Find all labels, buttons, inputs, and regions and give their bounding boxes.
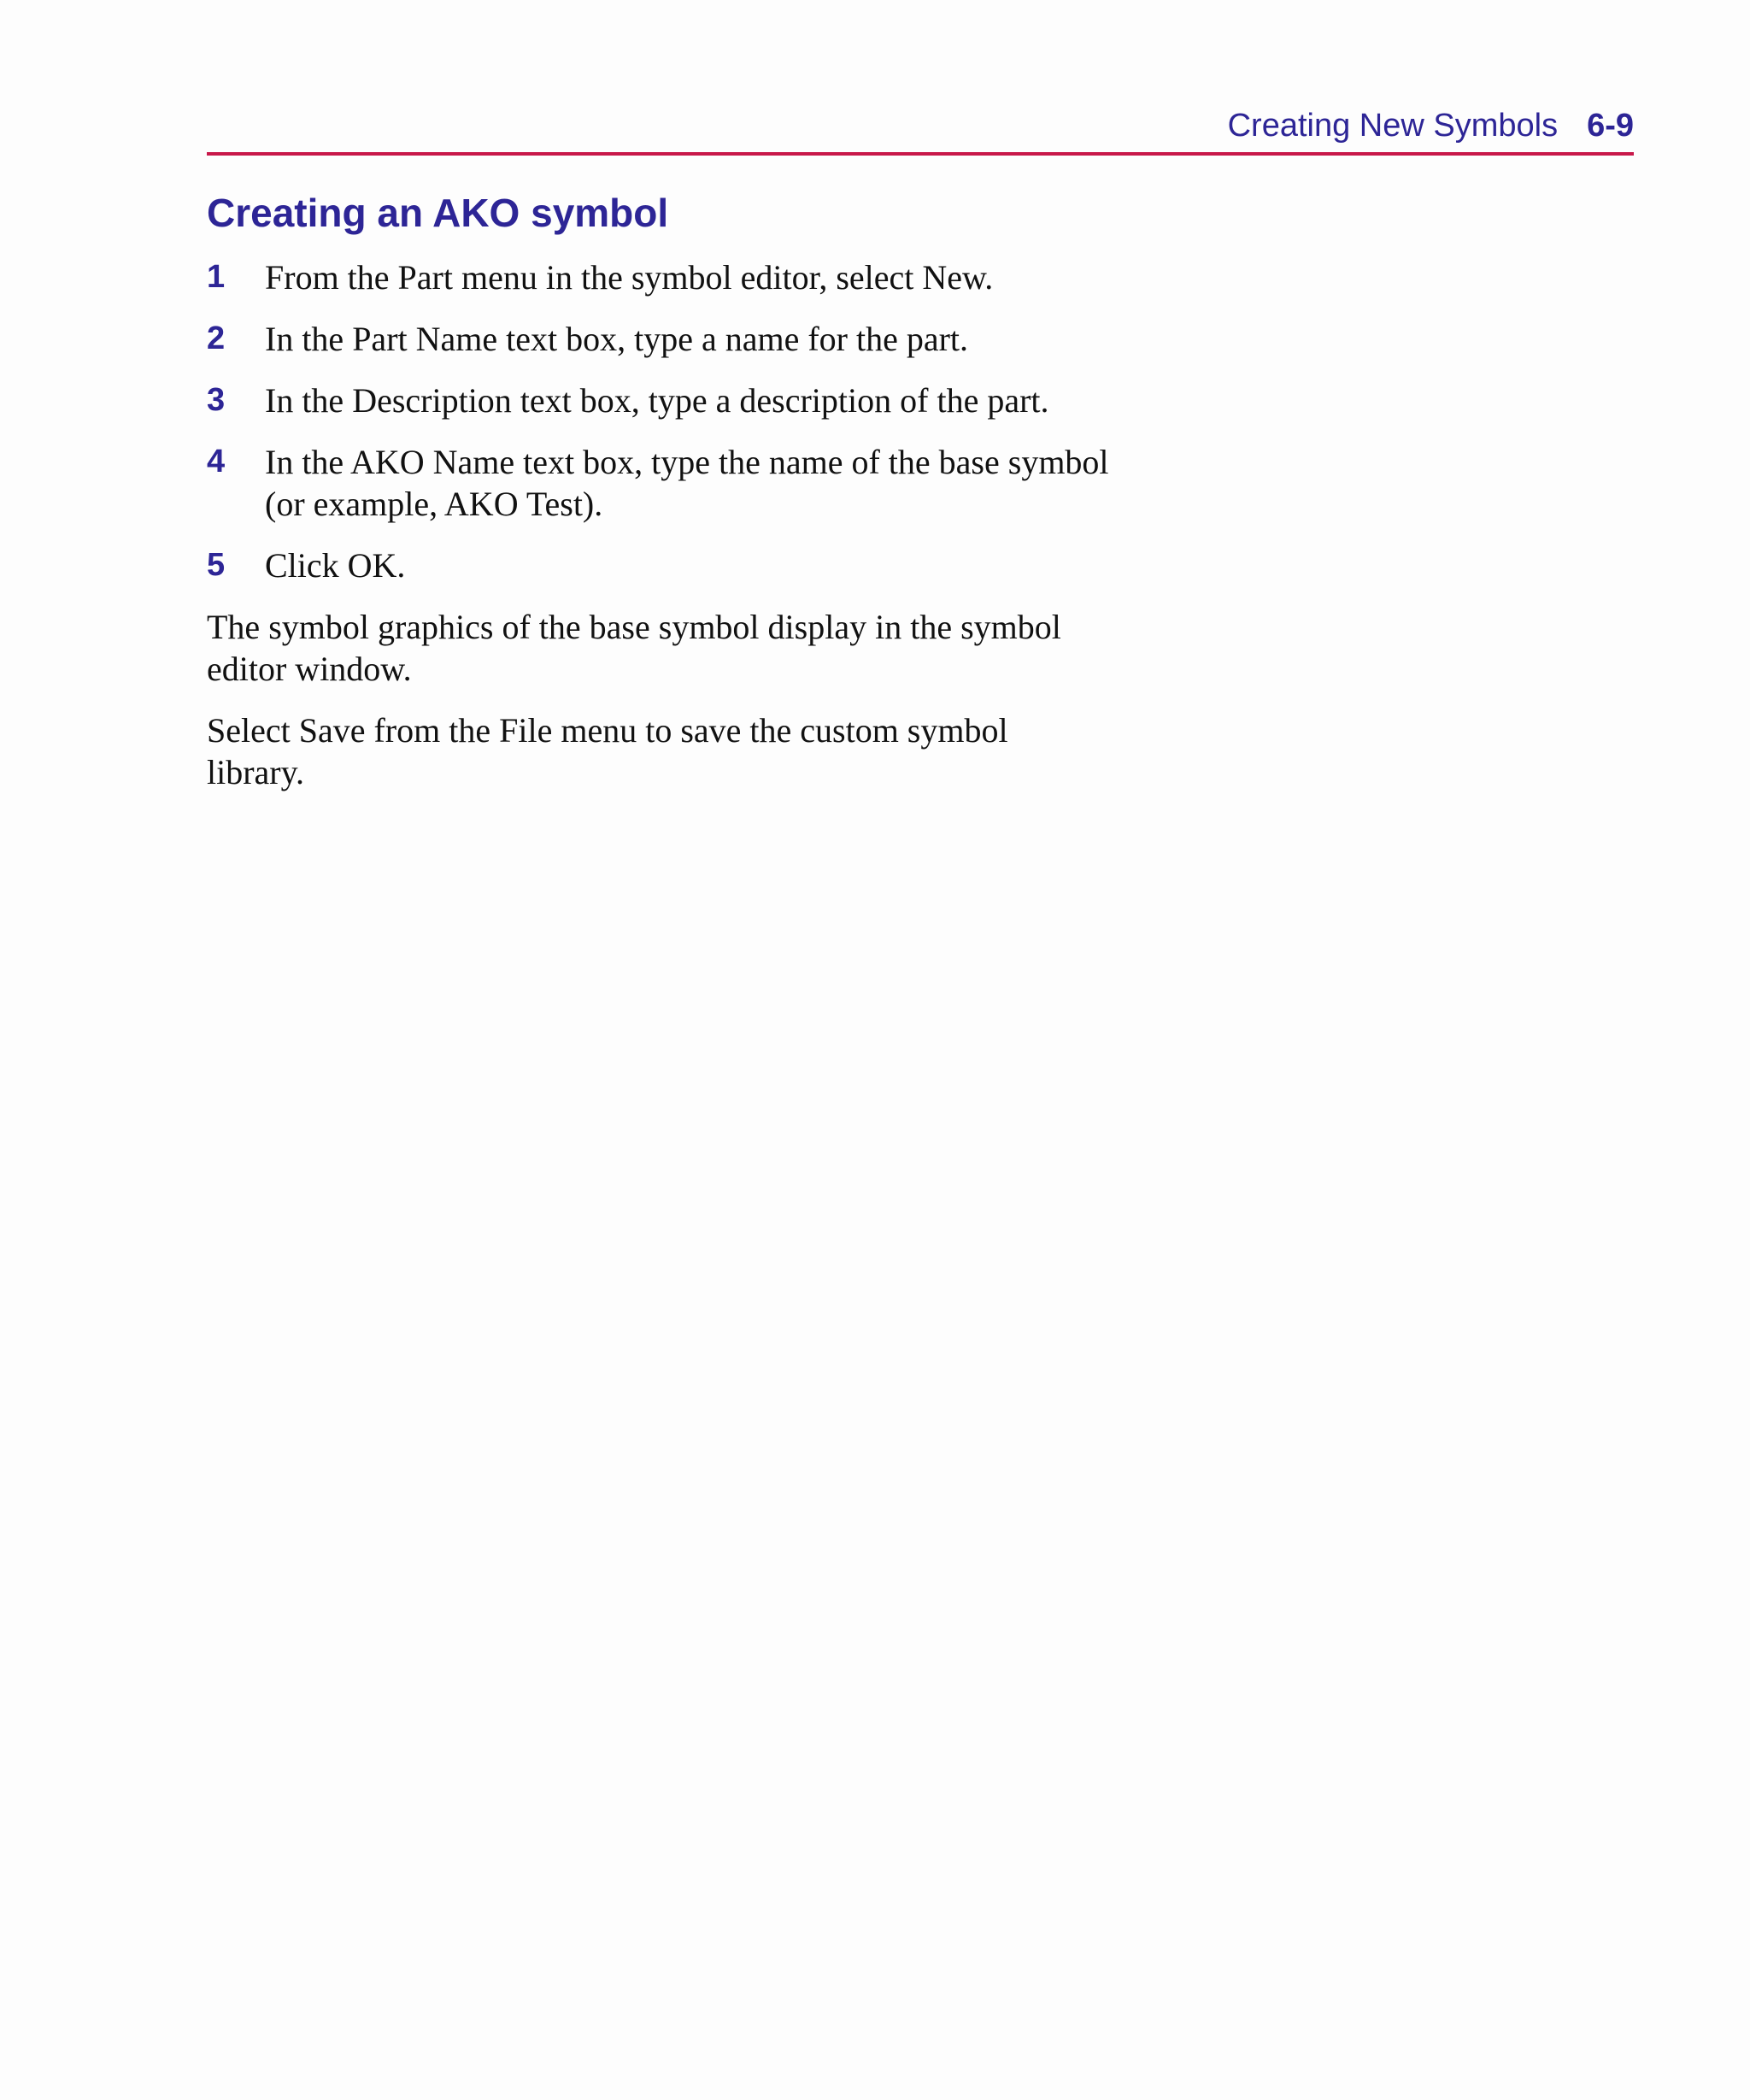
step-text: From the Part menu in the symbol editor, select New. xyxy=(265,258,994,297)
step-item xyxy=(207,441,1113,525)
step-number: 4 xyxy=(207,444,226,479)
step-number: 2 xyxy=(207,321,226,356)
step-number: 1 xyxy=(207,259,226,295)
step-number: 3 xyxy=(207,382,226,418)
step-item xyxy=(207,318,1113,360)
step-text: In the Part Name text box, type a name for the part. xyxy=(265,320,969,358)
step-item xyxy=(207,379,1113,421)
header-page-number: 6-9 xyxy=(1587,108,1634,144)
step-text: In the Description text box, type a description of the part. xyxy=(265,381,1049,420)
step-item xyxy=(207,256,1113,298)
running-header xyxy=(207,101,1634,156)
body-paragraph: Select Save from the File menu to save the custom symbol library. xyxy=(207,711,1008,791)
step-list xyxy=(207,256,1113,586)
step-text: In the AKO Name text box, type the name of the base symbol (or example, AKO Test). xyxy=(265,443,1109,523)
body-content xyxy=(207,256,1113,813)
section-title: Creating an AKO symbol xyxy=(207,191,669,235)
header-chapter-title: Creating New Symbols xyxy=(1227,108,1559,144)
step-number: 5 xyxy=(207,547,226,583)
step-item xyxy=(207,544,1113,586)
step-text: Click OK. xyxy=(265,546,406,585)
header-text xyxy=(1228,108,1634,144)
body-paragraph: The symbol graphics of the base symbol display in the symbol editor window. xyxy=(207,608,1061,688)
